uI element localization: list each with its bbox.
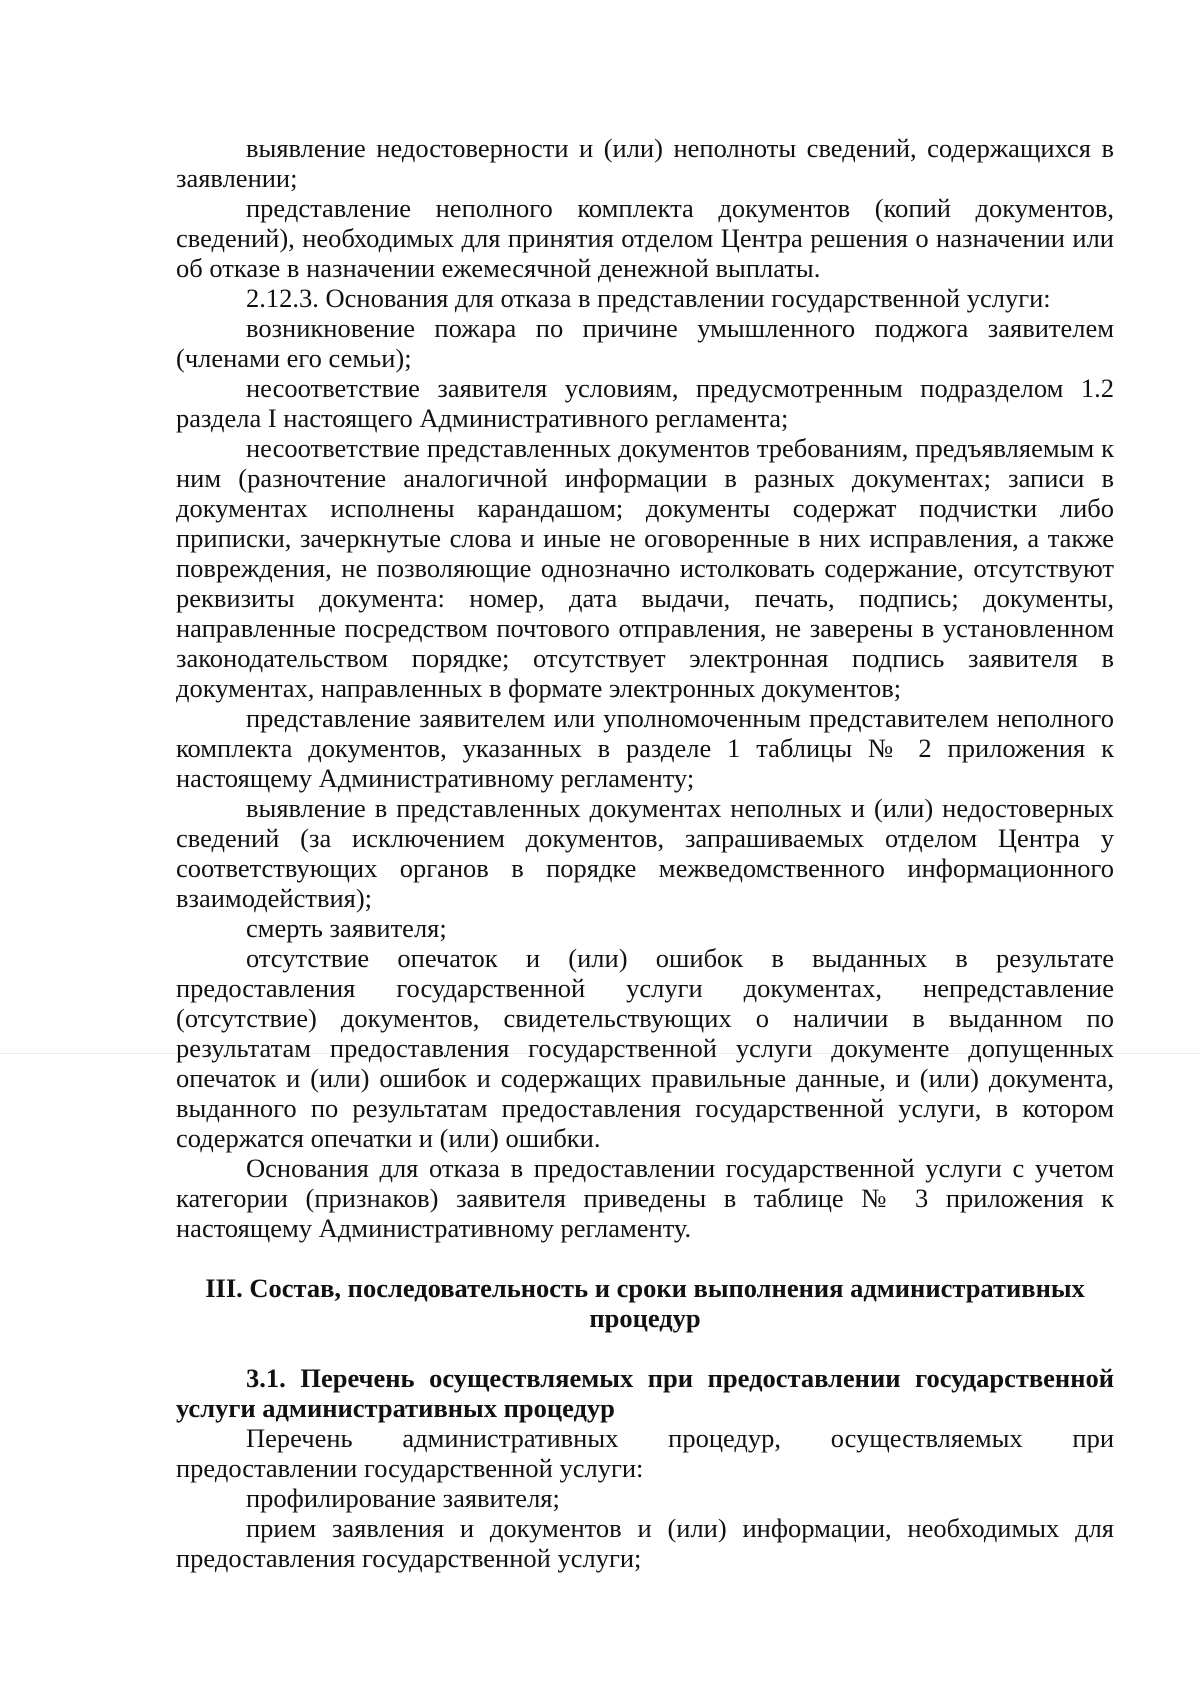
paragraph: Перечень административных процедур, осуществляемых при предоставлении государственной услуги: — [176, 1423, 1114, 1483]
paragraph: профилирование заявителя; — [246, 1483, 560, 1513]
paragraph: смерть заявителя; — [246, 913, 447, 943]
paragraph: отсутствие опечаток и (или) ошибок в выданных в результате предоставления государственной услуги документах, непредставление (отсутствие) документов, свидетельствующих о наличии в выданном по результатам предоставления государственной услуги документе допущенных опечаток и (или) ошибок и содержащих правильные данные, и (или) документа, выданного по результатам предоставления государственной услуги, в котором содержатся опечатки и (или) ошибки. — [176, 943, 1114, 1153]
paragraph: выявление недостоверности и (или) неполноты сведений, содержащихся в заявлении; — [176, 133, 1114, 193]
paragraph: 2.12.3. Основания для отказа в представлении государственной услуги: — [246, 283, 1051, 313]
section-heading: III. Состав, последовательность и сроки выполнения административных процедур — [205, 1273, 1085, 1333]
paragraph: несоответствие представленных документов требованиям, предъявляемым к ним (разночтение аналогичной информации в разных документах; записи в документах исполнены карандашом; документы содержат подчистки либо приписки, зачеркнутые слова и иные не оговоренные в них исправления, а также повреждения, не позволяющие однозначно истолковать содержание, отсутствуют реквизиты документа: номер, дата выдачи, печать, подпись; документы, направленные посредством почтового отправления, не заверены в установленном законодательством порядке; отсутствует электронная подпись заявителя в документах, направленных в формате электронных документов; — [176, 433, 1114, 703]
paragraph: представление заявителем или уполномоченным представителем неполного комплекта документов, указанных в разделе 1 таблицы № 2 приложения к настоящему Административному регламенту; — [176, 703, 1114, 793]
paragraph: прием заявления и документов и (или) информации, необходимых для предоставления государственной услуги; — [176, 1513, 1114, 1573]
paragraph: выявление в представленных документах неполных и (или) недостоверных сведений (за исключением документов, запрашиваемых отделом Центра у соответствующих органов в порядке межведомственного информационного взаимодействия); — [176, 793, 1114, 913]
subsection-heading: 3.1. Перечень осуществляемых при предоставлении государственной услуги административных процедур — [176, 1363, 1114, 1423]
text-column — [176, 133, 1114, 1573]
paragraph: возникновение пожара по причине умышленного поджога заявителем (членами его семьи); — [176, 313, 1114, 373]
paragraph: представление неполного комплекта документов (копий документов, сведений), необходимых для принятия отделом Центра решения о назначении или об отказе в назначении ежемесячной денежной выплаты. — [176, 193, 1114, 283]
paragraph: несоответствие заявителя условиям, предусмотренным подразделом 1.2 раздела I настоящего Административного регламента; — [176, 373, 1114, 433]
paragraph: Основания для отказа в предоставлении государственной услуги с учетом категории (признаков) заявителя приведены в таблице № 3 приложения к настоящему Административному регламенту. — [176, 1153, 1114, 1243]
